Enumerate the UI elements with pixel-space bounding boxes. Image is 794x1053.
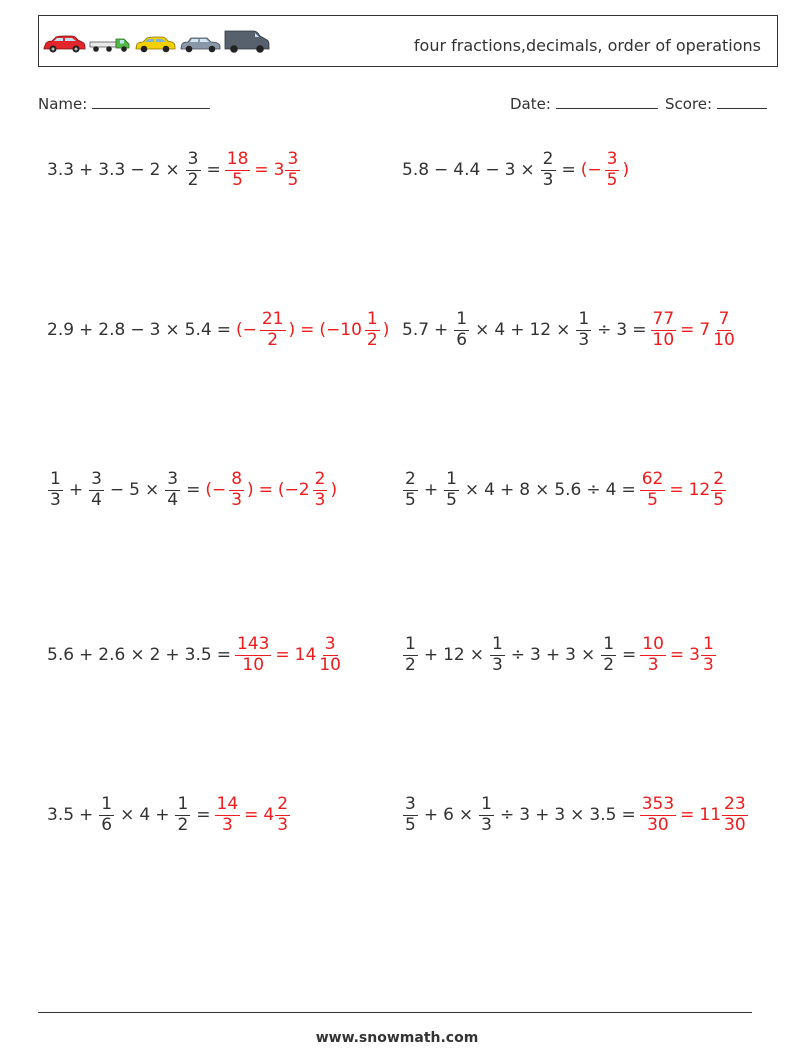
denominator: 30 <box>647 814 669 835</box>
term: 4 <box>484 480 495 500</box>
operator: + <box>510 320 525 340</box>
operator: = <box>186 480 201 500</box>
problem-9 <box>45 791 291 839</box>
operator: × <box>556 320 571 340</box>
operator: + <box>423 480 439 500</box>
operator: − <box>130 160 145 180</box>
operator: = <box>680 320 695 340</box>
denominator: 2 <box>366 329 378 350</box>
worksheet-title: four fractions,decimals, order of operations <box>413 36 761 55</box>
operator: × <box>130 645 145 665</box>
fraction <box>640 633 666 675</box>
numerator: 1 <box>491 633 503 654</box>
fraction <box>640 793 676 835</box>
numerator: 77 <box>652 308 675 329</box>
fraction <box>89 468 104 510</box>
operator: + <box>79 320 94 340</box>
operator: = <box>669 645 685 665</box>
fraction <box>235 633 271 675</box>
name-blank[interactable] <box>92 96 210 109</box>
footer-url: www.snowmath.com <box>315 1030 479 1046</box>
fraction <box>99 793 114 835</box>
term: ) <box>622 160 630 180</box>
term: 2.6 <box>98 645 126 665</box>
term: 12 <box>529 320 552 340</box>
denominator: 6 <box>456 329 468 350</box>
numerator: 2 <box>713 468 725 489</box>
operator: × <box>469 645 484 665</box>
numerator: 1 <box>101 793 113 814</box>
problem-7 <box>45 631 344 679</box>
score-field <box>665 95 767 113</box>
term: ) <box>288 320 296 340</box>
mixed-whole: 3 <box>689 645 700 665</box>
mixed-fraction <box>701 633 716 675</box>
fraction <box>225 148 251 190</box>
problem-6 <box>400 466 727 514</box>
fraction <box>479 793 494 835</box>
term: 2 <box>149 160 161 180</box>
problem-5 <box>45 466 339 514</box>
operator: = <box>275 645 290 665</box>
date-label: Date: <box>510 95 551 113</box>
denominator: 10 <box>652 329 675 350</box>
term: (−2 <box>277 480 310 500</box>
operator: × <box>120 805 135 825</box>
denominator: 2 <box>267 329 279 350</box>
term: 3.5 <box>589 805 617 825</box>
score-blank[interactable] <box>717 96 767 109</box>
operator: = <box>244 805 259 825</box>
numerator: 2 <box>314 468 326 489</box>
term: (− <box>235 320 257 340</box>
denominator: 5 <box>287 169 299 190</box>
term: ) <box>330 480 338 500</box>
operator: + <box>434 320 449 340</box>
score-label: Score: <box>665 95 713 113</box>
worksheet-header <box>38 15 778 67</box>
term: 3.5 <box>184 645 212 665</box>
problem-1 <box>45 146 301 194</box>
denominator: 3 <box>578 329 590 350</box>
fraction <box>454 308 469 350</box>
numerator: 3 <box>405 793 416 814</box>
operator: = <box>632 320 647 340</box>
numerator: 23 <box>724 793 746 814</box>
denominator: 5 <box>647 489 658 510</box>
denominator: 3 <box>481 814 492 835</box>
denominator: 5 <box>713 489 725 510</box>
term: 3.3 <box>47 160 75 180</box>
term: 3 <box>565 645 576 665</box>
term: 8 <box>519 480 531 500</box>
numerator: 1 <box>177 793 189 814</box>
operator: + <box>165 645 180 665</box>
mixed-whole: 7 <box>699 320 711 340</box>
fraction <box>260 308 286 350</box>
numerator: 21 <box>261 308 284 329</box>
numerator: 1 <box>50 468 61 489</box>
fraction <box>229 468 244 510</box>
operator: × <box>580 645 596 665</box>
denominator: 30 <box>724 814 746 835</box>
name-field <box>38 95 210 113</box>
term: 4 <box>494 320 506 340</box>
trailer-truck-icon <box>89 34 131 54</box>
term: 3 <box>616 320 628 340</box>
operator: = <box>622 645 637 665</box>
operator: ÷ <box>499 805 515 825</box>
numerator: 1 <box>703 633 714 654</box>
numerator: 3 <box>287 148 299 169</box>
denominator: 5 <box>405 489 416 510</box>
red-car-icon <box>42 34 86 54</box>
operator: = <box>196 805 211 825</box>
operator: × <box>165 160 180 180</box>
term: 2.8 <box>98 320 126 340</box>
operator: + <box>423 645 439 665</box>
denominator: 4 <box>91 489 102 510</box>
operator: = <box>216 645 231 665</box>
denominator: 3 <box>647 654 659 675</box>
answer <box>224 148 302 190</box>
denominator: 3 <box>703 654 714 675</box>
operator: = <box>254 160 269 180</box>
term: 12 <box>443 645 465 665</box>
term: 4 <box>139 805 151 825</box>
denominator: 3 <box>314 489 326 510</box>
numerator: 2 <box>277 793 289 814</box>
fraction <box>444 468 459 510</box>
numerator: 62 <box>641 468 664 489</box>
operator: = <box>206 160 221 180</box>
mixed-fraction <box>285 148 300 190</box>
term: (− <box>580 160 602 180</box>
operator: = <box>621 805 636 825</box>
numerator: 8 <box>231 468 243 489</box>
denominator: 5 <box>446 489 457 510</box>
operator: + <box>79 805 94 825</box>
denominator: 2 <box>187 169 199 190</box>
operator: + <box>79 160 94 180</box>
denominator: 3 <box>221 814 233 835</box>
date-field <box>510 95 658 113</box>
answer <box>214 793 292 835</box>
numerator: 14 <box>216 793 239 814</box>
operator: = <box>216 320 231 340</box>
answer <box>203 468 339 510</box>
term: 3.3 <box>98 160 126 180</box>
fraction <box>403 633 418 675</box>
numerator: 10 <box>642 633 664 654</box>
operator: = <box>669 480 684 500</box>
fraction <box>640 468 666 510</box>
grey-classic-car-icon <box>179 34 221 54</box>
denominator: 3 <box>542 169 554 190</box>
numerator: 1 <box>446 468 457 489</box>
mixed-whole: 3 <box>273 160 285 180</box>
operator: × <box>165 320 180 340</box>
fraction <box>165 468 180 510</box>
fraction <box>313 468 328 510</box>
operator: = <box>561 160 576 180</box>
vehicle-banner <box>42 28 270 54</box>
term: (−10 <box>319 320 362 340</box>
term: (− <box>205 480 227 500</box>
mixed-fraction <box>711 308 737 350</box>
mixed-fraction <box>317 633 343 675</box>
numerator: 353 <box>641 793 675 814</box>
numerator: 3 <box>167 468 179 489</box>
problem-3 <box>45 306 391 354</box>
answer <box>639 633 717 675</box>
numerator: 3 <box>324 633 336 654</box>
fraction <box>490 633 505 675</box>
numerator: 1 <box>456 308 468 329</box>
term: 3 <box>149 320 161 340</box>
numerator: 2 <box>405 468 416 489</box>
numerator: 143 <box>236 633 270 654</box>
operator: + <box>535 805 550 825</box>
mixed-whole: 14 <box>294 645 317 665</box>
operator: − <box>109 480 125 500</box>
operator: × <box>144 480 160 500</box>
term: 5 <box>129 480 140 500</box>
operator: × <box>520 160 535 180</box>
denominator: 10 <box>319 654 341 675</box>
denominator: 2 <box>603 654 615 675</box>
numerator: 7 <box>718 308 730 329</box>
fraction <box>601 633 616 675</box>
operator: ÷ <box>597 320 612 340</box>
fraction <box>541 148 556 190</box>
fraction <box>403 468 418 510</box>
term: 5.6 <box>47 645 75 665</box>
term: ) <box>247 480 254 500</box>
term: 3 <box>530 645 541 665</box>
answer <box>579 148 631 190</box>
denominator: 10 <box>242 654 265 675</box>
problem-2 <box>400 146 631 194</box>
operator: × <box>458 805 474 825</box>
mixed-fraction <box>722 793 748 835</box>
operator: × <box>464 480 480 500</box>
term: 5.8 <box>402 160 430 180</box>
problem-10 <box>400 791 749 839</box>
term: 3.5 <box>47 805 75 825</box>
numerator: 1 <box>366 308 378 329</box>
numerator: 1 <box>603 633 615 654</box>
numerator: 1 <box>578 308 590 329</box>
term: 2.9 <box>47 320 75 340</box>
operator: + <box>499 480 515 500</box>
operator: + <box>79 645 94 665</box>
problem-8 <box>400 631 717 679</box>
name-label: Name: <box>38 95 88 113</box>
fraction <box>651 308 677 350</box>
mixed-whole: 12 <box>688 480 711 500</box>
denominator: 3 <box>50 489 61 510</box>
denominator: 6 <box>101 814 113 835</box>
numerator: 2 <box>542 148 554 169</box>
numerator: 1 <box>405 633 416 654</box>
operator: = <box>621 480 636 500</box>
term: 5.6 <box>554 480 582 500</box>
denominator: 2 <box>177 814 189 835</box>
operator: × <box>475 320 490 340</box>
denominator: 2 <box>405 654 416 675</box>
mixed-fraction <box>275 793 290 835</box>
operator: × <box>535 480 550 500</box>
term: 3 <box>504 160 516 180</box>
denominator: 3 <box>231 489 243 510</box>
denominator: 3 <box>491 654 503 675</box>
answer <box>650 308 738 350</box>
answer <box>234 633 344 675</box>
fraction <box>605 148 620 190</box>
fraction <box>365 308 380 350</box>
denominator: 5 <box>232 169 243 190</box>
operator: − <box>434 160 449 180</box>
operator: + <box>545 645 561 665</box>
operator: = <box>680 805 695 825</box>
mixed-whole: 4 <box>263 805 275 825</box>
denominator: 3 <box>277 814 289 835</box>
denominator: 5 <box>405 814 416 835</box>
answer <box>639 793 749 835</box>
fraction <box>215 793 241 835</box>
operator: − <box>130 320 145 340</box>
numerator: 3 <box>187 148 199 169</box>
fraction <box>48 468 63 510</box>
fraction <box>576 308 591 350</box>
delivery-van-icon <box>224 28 270 54</box>
mixed-fraction <box>711 468 726 510</box>
operator: + <box>423 805 439 825</box>
term: 3 <box>554 805 566 825</box>
answer <box>639 468 727 510</box>
operator: = <box>300 320 315 340</box>
operator: ÷ <box>510 645 526 665</box>
date-blank[interactable] <box>556 96 658 109</box>
operator: − <box>485 160 500 180</box>
fraction <box>175 793 190 835</box>
operator: = <box>258 480 273 500</box>
numerator: 18 <box>226 148 249 169</box>
fraction <box>186 148 201 190</box>
term: 4.4 <box>453 160 481 180</box>
yellow-taxi-icon <box>134 34 176 54</box>
operator: × <box>570 805 585 825</box>
numerator: 3 <box>91 468 102 489</box>
denominator: 10 <box>713 329 735 350</box>
operator: ÷ <box>586 480 601 500</box>
operator: + <box>68 480 84 500</box>
term: 5.4 <box>184 320 212 340</box>
term: 5.7 <box>402 320 430 340</box>
mixed-whole: 11 <box>699 805 722 825</box>
term: 6 <box>443 805 454 825</box>
numerator: 3 <box>606 148 618 169</box>
problem-4 <box>400 306 738 354</box>
footer-divider <box>38 1012 752 1013</box>
denominator: 4 <box>167 489 179 510</box>
term: ) <box>382 320 390 340</box>
term: 4 <box>605 480 617 500</box>
numerator: 1 <box>481 793 492 814</box>
answer <box>234 308 391 350</box>
fraction <box>403 793 418 835</box>
term: 2 <box>149 645 161 665</box>
denominator: 5 <box>606 169 618 190</box>
term: 3 <box>519 805 531 825</box>
operator: + <box>155 805 170 825</box>
